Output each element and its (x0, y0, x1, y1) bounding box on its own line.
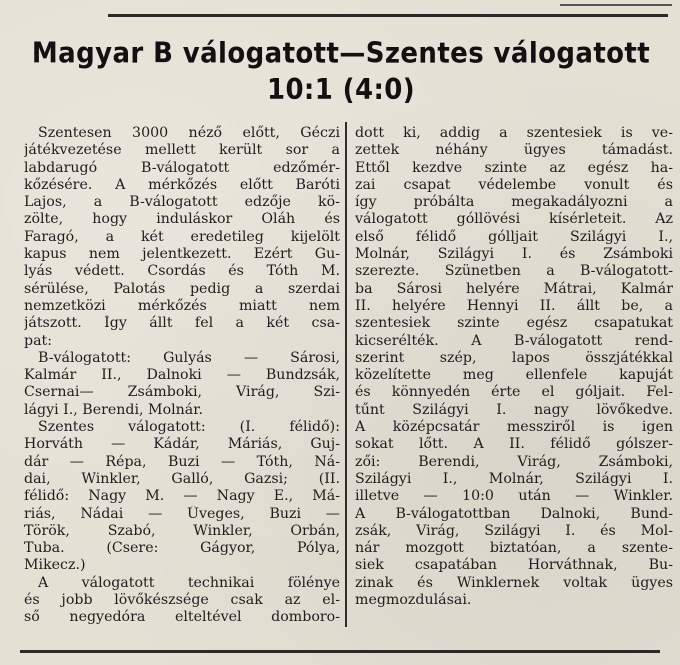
headline-line-1: Magyar B válogatott—Szentes válogatott (31, 37, 651, 70)
headline-line-2: 10:1 (4:0) (266, 74, 416, 107)
text-line: sérülése, Palotás pedig a szerdai (24, 280, 340, 297)
text-line: A középcsatár messziről is igen (355, 419, 673, 436)
text-line: dár — Répa, Buzi — Tóth, Ná- (24, 453, 340, 470)
text-line: Csernai— Zsámboki, Virág, Szi- (24, 384, 340, 401)
text-line: pat: (24, 332, 53, 349)
text-line: dai, Winkler, Galló, Gazsi; (II. (24, 470, 340, 487)
text-line: A B-válogatottban Dalnoki, Bund- (355, 505, 673, 522)
text-line: Tuba. (Csere: Gágyor, Pólya, (24, 540, 340, 557)
text-line: zettek néhány ügyes támadást. (355, 142, 673, 159)
bottom-rule (20, 650, 660, 653)
text-line: lágyi I., Berendi, Molnár. (24, 401, 203, 418)
text-line: tűnt Szilágyi I. nagy lövőkedve. (355, 401, 673, 418)
text-line: kicserélték. A B-válogatott rend- (355, 332, 673, 349)
text-line: és jobb lövőkészsége csak az el- (24, 592, 340, 609)
text-line: játékvezetése mellett került sor a (24, 142, 340, 159)
text-line: siek csapatában Horváthnak, Bu- (355, 557, 673, 574)
text-line: labdarugó B-válogatott edzőmér- (24, 159, 340, 176)
text-line: így próbálta megakadályozni a (355, 194, 673, 211)
text-line: megmozdulásai. (355, 592, 472, 609)
text-line: szerezte. Szünetben a B-válogatott- (355, 263, 673, 280)
text-line: zsák, Virág, Szilágyi I. és Mol- (355, 522, 673, 539)
text-line: ső negyedóra elteltével domboro- (24, 609, 340, 626)
text-line: dott ki, addig a szentesiek is ve- (355, 125, 673, 141)
text-line: sokat lőtt. A II. félidő gólszer- (355, 436, 673, 453)
text-line: illetve — 10:0 után — Winkler. (355, 488, 673, 505)
text-line: zai csapat védelembe vonult és (355, 176, 673, 193)
text-line: Horváth — Kádár, Máriás, Guj- (24, 436, 340, 453)
text-line: zinak és Winklernek voltak ügyes (355, 574, 673, 591)
text-line: nár mozgott biztatóan, a szente- (355, 540, 673, 557)
right-column (355, 125, 673, 609)
text-line: és könnyedén érte el góljait. Fel- (355, 384, 673, 401)
text-line: Ettől kezdve szinte az egész ha- (355, 159, 673, 176)
text-line: félidő: Nagy M. — Nagy E., Má- (24, 488, 340, 505)
text-line: válogatott góllövési kísérleteit. Az (355, 211, 673, 228)
text-line: B-válogatott: Gulyás — Sárosi, (38, 349, 340, 366)
article-headline (20, 35, 662, 108)
text-line: Szentesen 3000 néző előtt, Géczi (38, 125, 340, 141)
top-rule (108, 14, 668, 17)
text-line: első félidő gólljait Szilágyi I., (355, 228, 673, 245)
left-column (24, 125, 340, 627)
text-line: Szilágyi I., Molnár, Szilágyi I. (355, 470, 673, 487)
text-line: Török, Szabó, Winkler, Orbán, (24, 522, 340, 539)
text-line: közelítette meg ellenfele kapuját (355, 367, 673, 384)
text-line: Szentes válogatott: (I. félidő): (38, 419, 340, 436)
text-line: zői: Berendi, Virág, Zsámboki, (355, 453, 673, 470)
text-line: kőzésére. A mérkőzés előtt Baróti (24, 176, 340, 193)
text-line: szentesiek szinte egész csapatukat (355, 315, 673, 332)
text-line: Kalmár II., Dalnoki — Bundzsák, (24, 367, 340, 384)
text-line: Mikecz.) (24, 557, 86, 574)
text-line: riás, Nádai — Üveges, Buzi — (24, 505, 340, 522)
text-line: kapus nem jelentkezett. Ezért Gu- (24, 246, 340, 263)
text-line: szerint szép, lapos összjátékkal (355, 349, 673, 366)
text-line: játszott. Így állt fel a két csa- (24, 315, 340, 332)
top-edge-rule (560, 4, 672, 6)
text-line: nemzetközi mérkőzés miatt nem (24, 297, 340, 314)
column-divider (345, 122, 347, 627)
text-line: II. helyére Hennyi II. állt be, a (355, 297, 673, 314)
text-line: Faragó, a két eredetileg kijelölt (24, 228, 340, 245)
text-line: ba Sárosi helyére Mátrai, Kalmár (355, 280, 673, 297)
text-line: Lajos, a B-válogatott edzője kö- (24, 194, 340, 211)
text-line: zölte, hogy induláskor Oláh és (24, 211, 340, 228)
text-line: lyás védett. Csordás és Tóth M. (24, 263, 340, 280)
text-line: Molnár, Szilágyi I. és Zsámboki (355, 246, 673, 263)
text-line: A válogatott technikai fölénye (38, 574, 340, 591)
